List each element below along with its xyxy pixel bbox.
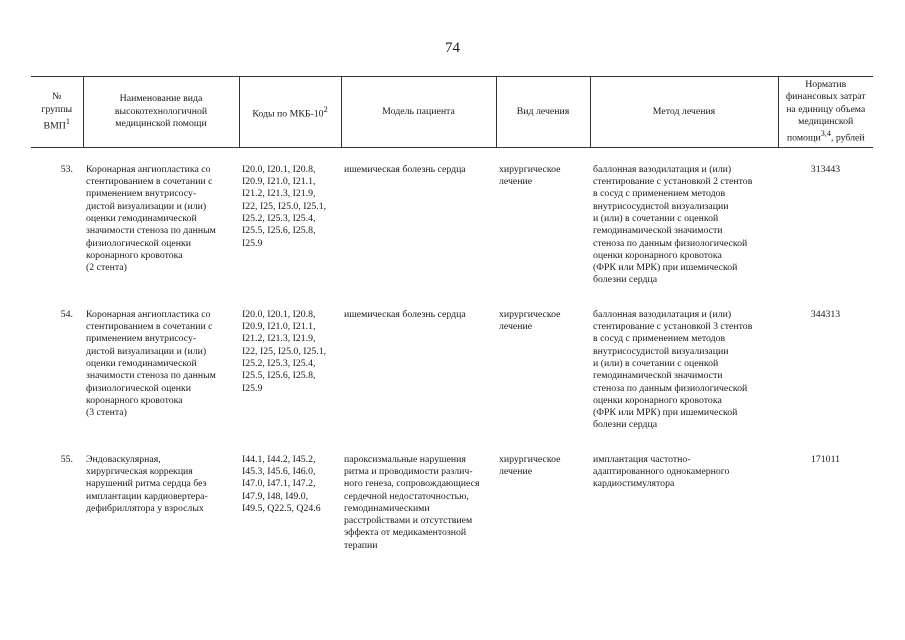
table-row [31,147,873,308]
row-patient-model: ишемическая болезнь сердца [344,308,466,320]
row-care-name: Коронарная ангиопластика со стентированием в сочетании с применением внутрисосу- дистой визуализации и (или) оценки гемодинамической значимости стеноза по данным физиологической оценки коронарного кровотока (2 стента) [86,163,216,274]
row-number: 55. [60,453,73,465]
table-header-row [31,77,873,148]
row-care-name: Коронарная ангиопластика со стентированием в сочетании с применением внутрисосу- дистой визуализации и (или) оценки гемодинамической значимости стеноза по данным физиологической оценки коронарного кровотока (3 стента) [86,308,216,419]
row-icd-codes: I20.0, I20.1, I20.8, I20.9, I21.0, I21.1, I21.2, I21.3, I21.9, I22, I25, I25.0, I25.1, I25.2, I25.3, I25.4, I25.5, I25.6, I25.8, I25.9 [242,308,327,394]
header-method: Метод лечения [590,77,778,148]
row-cost-norm: 313443 [810,163,841,175]
row-cost-norm: 344313 [810,308,841,320]
header-treatment: Вид лечения [496,77,590,148]
header-codes: Коды по МКБ-$10^2$ [239,77,341,148]
row-care-name: Эндоваскулярная, хирургическая коррекция нарушений ритма сердца без имплантации кардиовертера- дефибриллятора у взрослых [86,453,208,514]
row-icd-codes: I20.0, I20.1, I20.8, I20.9, I21.0, I21.1, I21.2, I21.3, I21.9, I22, I25, I25.0, I25.1, I25.2, I25.3, I25.4, I25.5, I25.6, I25.8, I25.9 [242,163,327,249]
row-treatment-method: баллонная вазодилатация и (или) стентирование с установкой 3 стентов в сосуд с применением методов внутрисосудистой визуализации и (или) в сочетании с оценкой гемодинамической значимости стеноза по данным физиологической оценки коронарного кровотока (ФРК или МРК) при ишемической болезни сердца [593,308,753,431]
page-number: 74 [445,40,460,56]
row-treatment-type: хирургическое лечение [499,308,561,333]
table-row [31,309,873,454]
header-norm: Норматив финансовых затрат на единицу объема медицинской помощи$^{3,4}$, рублей [778,77,873,148]
row-treatment-method: баллонная вазодилатация и (или) стентирование с установкой 2 стентов в сосуд с применением методов внутрисосудистой визуализации и (или) в сочетании с оценкой гемодинамической значимости стеноза по данным физиологической оценки коронарного кровотока (ФРК или МРК) при ишемической болезни сердца [593,163,753,286]
row-treatment-type: хирургическое лечение [499,163,561,188]
vmp-table [31,76,873,552]
table-row [31,454,873,552]
row-treatment-method: имплантация частотно- адаптированного однокамерного кардиостимулятора [593,453,730,490]
row-treatment-type: хирургическое лечение [499,453,561,477]
row-number: 54. [60,308,73,320]
header-name: Наименование вида высокотехнологичной медицинской помощи [83,77,239,148]
row-number: 53. [60,163,73,175]
row-cost-norm: 171011 [810,453,841,465]
row-patient-model: пароксизмальные нарушения ритма и проводимости различ- ного генеза, сопровождающиеся сердечной недостаточностью, гемодинамическими расстройствами и отсутствием эффекта от медикаментозной терапии [344,453,480,551]
row-icd-codes: I44.1, I44.2, I45.2, I45.3, I45.6, I46.0, I47.0, I47.1, I47.2, I47.9, I48, I49.0, I49.5, Q22.5, Q24.6 [242,453,321,514]
header-model: Модель пациента [341,77,496,148]
header-group: № группы ВМП$^1$ [31,77,83,148]
row-patient-model: ишемическая болезнь сердца [344,163,466,175]
